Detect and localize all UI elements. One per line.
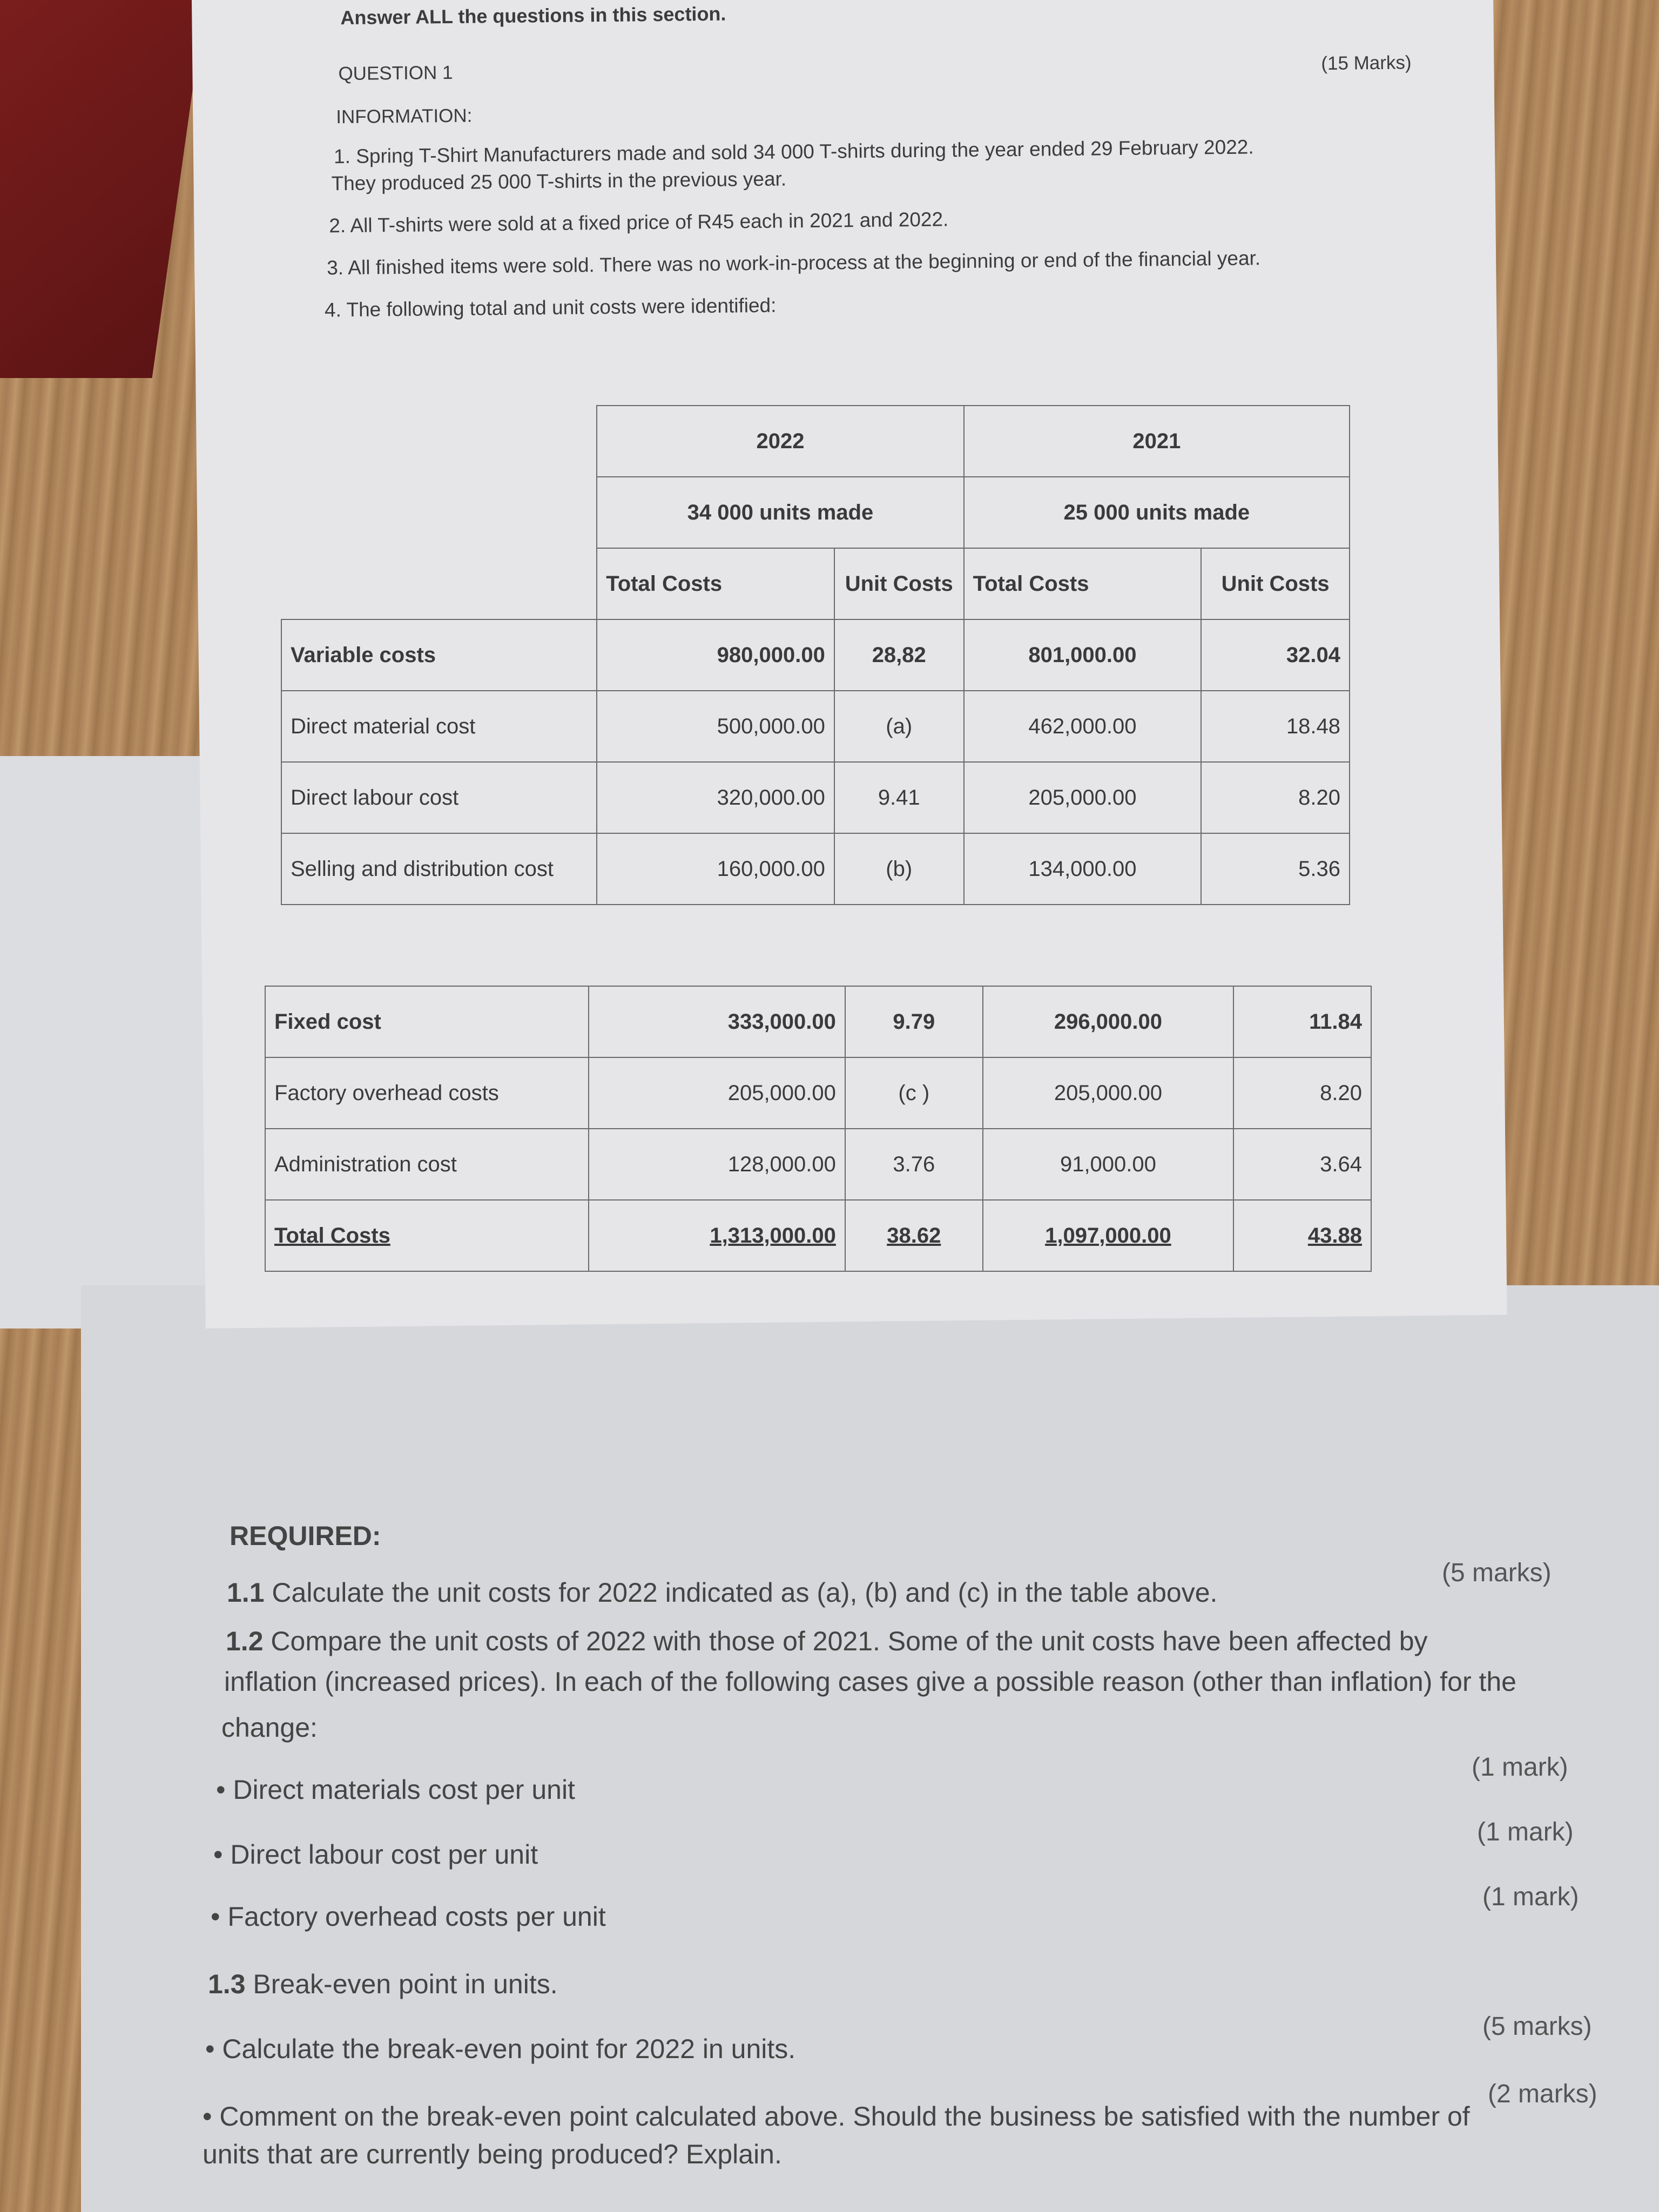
unit-2022: 9.41 xyxy=(834,762,964,833)
q11-marks: (5 marks) xyxy=(1442,1559,1552,1587)
unit-2021: 3.64 xyxy=(1233,1129,1371,1200)
total-2022: 333,000.00 xyxy=(589,986,845,1057)
bullet-direct-materials: • Direct materials cost per unit xyxy=(216,1775,575,1805)
unit-2022: (b) xyxy=(834,833,964,905)
total-2022: 128,000.00 xyxy=(589,1129,845,1200)
col-total-2021: Total Costs xyxy=(964,548,1202,619)
units-2021-header: 25 000 units made xyxy=(964,477,1350,548)
unit-2022: 38.62 xyxy=(845,1200,983,1271)
row-label: Direct labour cost xyxy=(281,762,597,833)
q13-number: 1.3 xyxy=(208,1969,246,1999)
row-label: Selling and distribution cost xyxy=(281,833,597,905)
table-row xyxy=(265,986,1371,1057)
total-2022: 160,000.00 xyxy=(597,833,834,905)
unit-2021: 5.36 xyxy=(1201,833,1350,905)
unit-2021: 11.84 xyxy=(1233,986,1371,1057)
info-line-2: They produced 25 000 T-shirts in the previous year. xyxy=(331,167,787,195)
q13-text xyxy=(208,1968,558,2000)
bullet-direct-materials-marks: (1 mark) xyxy=(1472,1753,1568,1782)
total-2021: 205,000.00 xyxy=(983,1057,1234,1129)
table-row xyxy=(281,691,1350,762)
q12-line-3: change: xyxy=(221,1712,318,1743)
bullet-direct-labour: • Direct labour cost per unit xyxy=(213,1839,538,1870)
table-row xyxy=(281,833,1350,905)
total-2022: 1,313,000.00 xyxy=(589,1200,845,1271)
bullet-comment-line-2: units that are currently being produced? Explain. xyxy=(203,2139,782,2169)
paper-sheet-bottom xyxy=(81,1285,1659,2212)
bullet-factory-overhead-marks: (1 mark) xyxy=(1482,1883,1579,1911)
total-2021: 205,000.00 xyxy=(964,762,1202,833)
table-row xyxy=(265,1057,1371,1129)
total-2022: 980,000.00 xyxy=(597,619,834,691)
total-2021: 91,000.00 xyxy=(983,1129,1234,1200)
total-2021: 134,000.00 xyxy=(964,833,1202,905)
q12-line-2: inflation (increased prices). In each of the following cases give a possible reason (other than inflation) for the xyxy=(224,1667,1516,1697)
info-heading: INFORMATION: xyxy=(336,105,473,128)
bullet-calculate-break-even-marks: (5 marks) xyxy=(1482,2012,1592,2041)
row-label: Variable costs xyxy=(281,619,597,691)
unit-2021: 43.88 xyxy=(1233,1200,1371,1271)
bullet-direct-labour-marks: (1 mark) xyxy=(1477,1818,1574,1846)
total-2021: 296,000.00 xyxy=(983,986,1234,1057)
unit-2022: (c ) xyxy=(845,1057,983,1129)
q11-number: 1.1 xyxy=(227,1577,265,1608)
row-label: Fixed cost xyxy=(265,986,589,1057)
unit-2022: 3.76 xyxy=(845,1129,983,1200)
info-line-4: 3. All finished items were sold. There was no work-in-process at the beginning or end of the financial year. xyxy=(326,247,1261,279)
required-heading: REQUIRED: xyxy=(230,1521,381,1551)
q12-number: 1.2 xyxy=(226,1626,264,1656)
total-2022: 320,000.00 xyxy=(597,762,834,833)
question-marks: (15 Marks) xyxy=(1321,52,1412,75)
row-label: Factory overhead costs xyxy=(265,1057,589,1129)
total-2021: 801,000.00 xyxy=(964,619,1202,691)
q12-line-1 xyxy=(226,1626,1428,1657)
total-2021: 462,000.00 xyxy=(964,691,1202,762)
table-row xyxy=(265,1129,1371,1200)
row-label: Direct material cost xyxy=(281,691,597,762)
info-line-1: 1. Spring T-Shirt Manufacturers made and sold 34 000 T-shirts during the year ended 29 February 2022. xyxy=(333,136,1254,168)
variable-cost-table xyxy=(281,405,1350,905)
table-row xyxy=(281,762,1350,833)
total-2022: 500,000.00 xyxy=(597,691,834,762)
bullet-comment-line-1: • Comment on the break-even point calculated above. Should the business be satisfied with the number of xyxy=(203,2101,1470,2132)
unit-2022: 9.79 xyxy=(845,986,983,1057)
q12-body: Compare the unit costs of 2022 with those of 2021. Some of the unit costs have been affected by xyxy=(271,1626,1428,1656)
info-line-3: 2. All T-shirts were sold at a fixed price of R45 each in 2021 and 2022. xyxy=(329,208,949,237)
unit-2021: 18.48 xyxy=(1201,691,1350,762)
col-unit-2021: Unit Costs xyxy=(1201,548,1350,619)
info-line-5: 4. The following total and unit costs were identified: xyxy=(324,294,777,321)
bullet-calculate-break-even: • Calculate the break-even point for 2022 in units. xyxy=(205,2034,796,2064)
unit-2021: 8.20 xyxy=(1201,762,1350,833)
q11-body: Calculate the unit costs for 2022 indicated as (a), (b) and (c) in the table above. xyxy=(272,1577,1218,1608)
col-total-2022: Total Costs xyxy=(597,548,834,619)
year-2021-header: 2021 xyxy=(964,406,1350,477)
table-row xyxy=(281,619,1350,691)
units-2022-header: 34 000 units made xyxy=(597,477,963,548)
row-label: Total Costs xyxy=(265,1200,589,1271)
q11-text xyxy=(227,1577,1217,1608)
table-row xyxy=(265,1200,1371,1271)
unit-2021: 8.20 xyxy=(1233,1057,1371,1129)
total-2022: 205,000.00 xyxy=(589,1057,845,1129)
bullet-factory-overhead: • Factory overhead costs per unit xyxy=(211,1901,606,1932)
bullet-comment-marks: (2 marks) xyxy=(1488,2080,1597,2108)
fixed-cost-table xyxy=(265,986,1372,1272)
year-2022-header: 2022 xyxy=(597,406,963,477)
instruction: Answer ALL the questions in this section. xyxy=(340,2,726,29)
q13-body: Break-even point in units. xyxy=(253,1969,558,1999)
unit-2022: (a) xyxy=(834,691,964,762)
unit-2022: 28,82 xyxy=(834,619,964,691)
col-unit-2022: Unit Costs xyxy=(834,548,964,619)
row-label: Administration cost xyxy=(265,1129,589,1200)
question-title: QUESTION 1 xyxy=(338,62,453,85)
unit-2021: 32.04 xyxy=(1201,619,1350,691)
total-2021: 1,097,000.00 xyxy=(983,1200,1234,1271)
